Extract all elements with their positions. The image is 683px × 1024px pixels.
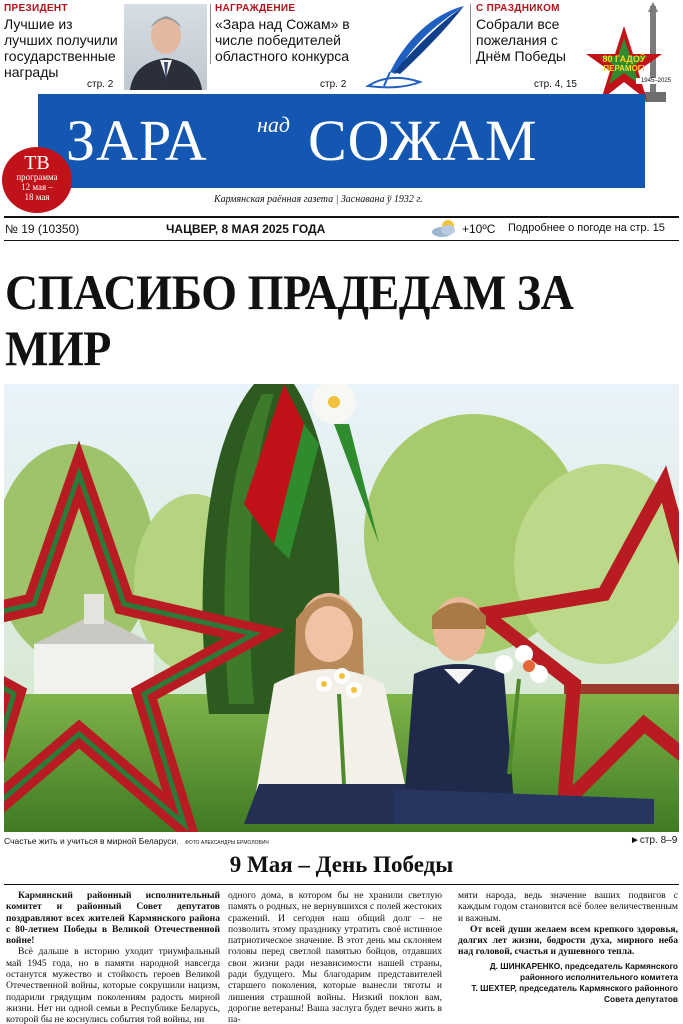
article-rule xyxy=(4,884,679,885)
photo-credit: ФОТО АЛЕКСАНДРЫ ЕРМОЛОВИЧ xyxy=(185,840,269,846)
president-portrait xyxy=(124,4,207,90)
teaser-category: С ПРАЗДНИКОМ xyxy=(476,3,560,14)
top-rule xyxy=(4,216,679,218)
teaser-holiday[interactable] xyxy=(476,3,591,91)
masthead-title-right: СОЖАМ xyxy=(308,108,538,173)
badge-line2: ПЕРАМОГІ xyxy=(603,64,645,73)
issue-number: № 19 (10350) xyxy=(5,222,80,236)
teaser-text: Лучшие из лучших получили государственные награды xyxy=(4,16,118,80)
article-title: 9 Мая – День Победы xyxy=(229,852,454,877)
teaser-page-ref: стр. 2 xyxy=(87,79,114,90)
badge-line1: 80 ГАДОЎ xyxy=(602,54,646,64)
teaser-president[interactable] xyxy=(4,3,122,91)
teaser-page-ref: стр. 4, 15 xyxy=(534,79,577,90)
photo-caption xyxy=(4,836,269,846)
article-column-3 xyxy=(458,890,678,1024)
tv-line3: 18 мая xyxy=(24,192,50,202)
teaser-category: ПРЕЗИДЕНТ xyxy=(4,3,68,14)
badge-years: 1945–2025 xyxy=(636,78,676,84)
teaser-page-ref: стр. 2 xyxy=(320,79,347,90)
article-column-1 xyxy=(6,890,220,1024)
article-column-2 xyxy=(228,890,442,1024)
weather-icon xyxy=(430,217,460,239)
signature-1: Д. ШИНКАРЕНКО, председатель Кармянского районного исполнительного комитета xyxy=(489,960,678,982)
masthead-title-left: ЗАРА xyxy=(66,108,208,173)
photo-caption-text: Счастье жить и учиться в мирной Беларуси. xyxy=(4,836,179,846)
tv-line2: 12 мая – xyxy=(21,182,53,192)
masthead-title-nad: над xyxy=(257,112,291,137)
signature-2: Т. ШЕХТЕР, председатель Кармянского районного Совета депутатов xyxy=(471,982,678,1004)
arrow-right-icon: ► xyxy=(630,835,640,846)
teaser-award[interactable] xyxy=(215,3,363,91)
victory-80-badge xyxy=(584,2,680,106)
tv-line1: программа xyxy=(16,172,58,182)
teaser-category: НАГРАЖДЕНИЕ xyxy=(215,3,296,14)
issue-rule xyxy=(4,240,679,241)
tv-label: ТВ xyxy=(24,152,50,174)
article-paragraph-3: мяти народа, ведь значение ваших подвигов с каждым годом становится всё более величественным и важным. xyxy=(458,890,678,924)
teaser-text: «Зара над Сожам» в числе победителей областного конкурса xyxy=(215,16,350,64)
teaser-divider xyxy=(210,4,211,64)
photo-page-ref-text: стр. 8–9 xyxy=(639,835,678,846)
quill-icon xyxy=(360,2,470,92)
temperature: +10ºС xyxy=(462,222,496,236)
masthead-subtitle: Кармянская раённая газета | Заснавана ў 1932 г. xyxy=(214,194,423,205)
article-paragraph-2: одного дома, в котором бы не хранили светлую память о родных, не вернувшихся с полей жестоких сражений. И сегодня наш общий долг – не позволить этому празднику утратить своё истинное патриотическое значение. В этот день мы склоняем головы перед светлой памятью бойцов, отдавших свои жизни ради независимости нашей страны, ради будущего. Мы благодарим представителей старшего поколения, которые вынесли тяготы и лишения страшной войны. Низкий поклон вам, дорогие ветераны! Ваша заслуга будет вечно жить в па- xyxy=(228,890,442,1024)
teaser-text: Собрали все пожелания с Днём Победы xyxy=(476,16,566,64)
tv-program-badge[interactable] xyxy=(2,147,72,213)
article-paragraph-4: От всей души желаем всем крепкого здоровья, долгих лет жизни, бодрости духа, мирного неба над головой, счастья и душевного тепла. xyxy=(458,923,678,958)
article-paragraph-1: Всё дальше в историю уходит триумфальный май 1945 года, но в памяти народной навсегда останутся мужество и стойкость героев Великой Отечественной войны, которые сокрушили нацизм, подарили грядущим поколениям радость мирной жизни. Нет ни одной семьи в Республике Беларусь, которой бы не коснулись события той войны, ни xyxy=(6,946,220,1024)
issue-date: ЧАЦВЕР, 8 МАЯ 2025 ГОДА xyxy=(166,222,326,236)
article-lead: Кармянский районный исполнительный комитет и районный Совет депутатов поздравляют всех жителей Кармянского района с 80-летием Победы в Великой Отечественной войне! xyxy=(6,890,220,947)
teaser-divider xyxy=(470,4,471,64)
main-photo xyxy=(4,384,679,832)
photo-page-ref[interactable] xyxy=(630,835,677,846)
weather-note: Подробнее о погоде на стр. 15 xyxy=(508,222,665,234)
main-headline: СПАСИБО ПРАДЕДАМ ЗА МИР xyxy=(5,264,574,376)
